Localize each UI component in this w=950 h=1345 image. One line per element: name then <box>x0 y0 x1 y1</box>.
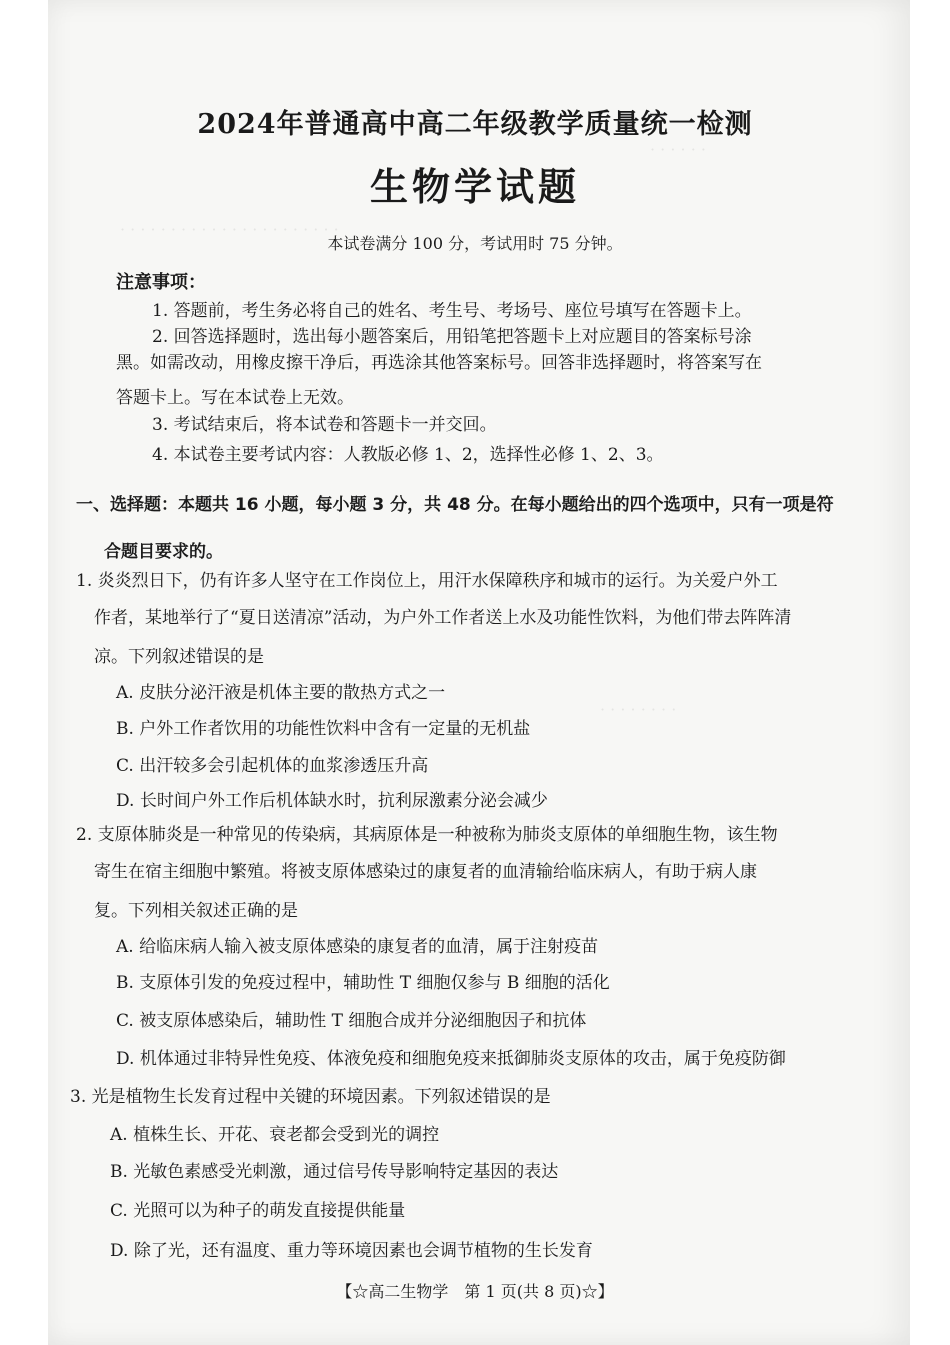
exam-title: 2024年普通高中高二年级教学质量统一检测 <box>197 109 753 140</box>
page-footer: 【☆高二生物学 第 1 页(共 8 页)☆】 <box>336 1282 614 1301</box>
subject-title: 生物学试题 <box>369 165 580 209</box>
question-3-option-c: C. 光照可以为种子的萌发直接提供能量 <box>110 1201 406 1221</box>
notice-heading: 注意事项： <box>116 272 206 293</box>
question-2-option-b: B. 支原体引发的免疫过程中，辅助性 T 细胞仅参与 B 细胞的活化 <box>116 973 610 993</box>
question-1-option-d: D. 长时间户外工作后机体缺水时，抗利尿激素分泌会减少 <box>116 791 548 811</box>
section-heading-cont: 合题目要求的。 <box>104 542 223 562</box>
notice-line: 3. 考试结束后，将本试卷和答题卡一并交回。 <box>152 415 497 435</box>
question-3-stem: 3. 光是植物生长发育过程中关键的环境因素。下列叙述错误的是 <box>70 1087 551 1107</box>
notice-line: 2. 回答选择题时，选出每小题答案后，用铅笔把答题卡上对应题目的答案标号涂 <box>152 327 752 347</box>
notice-line: 答题卡上。写在本试卷上无效。 <box>116 388 354 408</box>
question-1-stem: 作者，某地举行了“夏日送清凉”活动，为户外工作者送上水及功能性饮料，为他们带去阵阵清 <box>94 608 792 628</box>
question-3-option-d: D. 除了光，还有温度、重力等环境因素也会调节植物的生长发育 <box>110 1241 593 1261</box>
question-1-stem: 1. 炎炎烈日下，仍有许多人坚守在工作岗位上，用汗水保障秩序和城市的运行。为关爱户外工 <box>76 571 778 591</box>
question-1-option-a: A. 皮肤分泌汗液是机体主要的散热方式之一 <box>116 683 446 703</box>
question-2-stem: 复。下列相关叙述正确的是 <box>94 901 298 921</box>
notice-line: 1. 答题前，考生务必将自己的姓名、考生号、考场号、座位号填写在答题卡上。 <box>152 301 752 321</box>
notice-line: 4. 本试卷主要考试内容：人教版必修 1、2，选择性必修 1、2、3。 <box>152 445 664 465</box>
question-2-stem: 2. 支原体肺炎是一种常见的传染病，其病原体是一种被称为肺炎支原体的单细胞生物，该生物 <box>76 825 778 845</box>
question-1-stem: 凉。下列叙述错误的是 <box>94 647 264 667</box>
question-1-option-c: C. 出汗较多会引起机体的血浆渗透压升高 <box>116 756 429 776</box>
question-3-option-b: B. 光敏色素感受光刺激，通过信号传导影响特定基因的表达 <box>110 1162 559 1182</box>
question-3-option-a: A. 植株生长、开花、衰老都会受到光的调控 <box>110 1125 440 1145</box>
section-heading: 一、选择题：本题共 16 小题，每小题 3 分，共 48 分。在每小题给出的四个选项中，只有一项是符 <box>76 495 834 515</box>
question-2-stem: 寄生在宿主细胞中繁殖。将被支原体感染过的康复者的血清输给临床病人，有助于病人康 <box>94 862 757 882</box>
question-2-option-d: D. 机体通过非特异性免疫、体液免疫和细胞免疫来抵御肺炎支原体的攻击，属于免疫防御 <box>116 1049 786 1069</box>
question-2-option-a: A. 给临床病人输入被支原体感染的康复者的血清，属于注射疫苗 <box>116 937 599 957</box>
exam-meta: 本试卷满分 100 分，考试用时 75 分钟。 <box>327 234 623 253</box>
question-2-option-c: C. 被支原体感染后，辅助性 T 细胞合成并分泌细胞因子和抗体 <box>116 1011 587 1031</box>
question-1-option-b: B. 户外工作者饮用的功能性饮料中含有一定量的无机盐 <box>116 719 531 739</box>
notice-line: 黑。如需改动，用橡皮擦干净后，再选涂其他答案标号。回答非选择题时，将答案写在 <box>116 353 762 373</box>
